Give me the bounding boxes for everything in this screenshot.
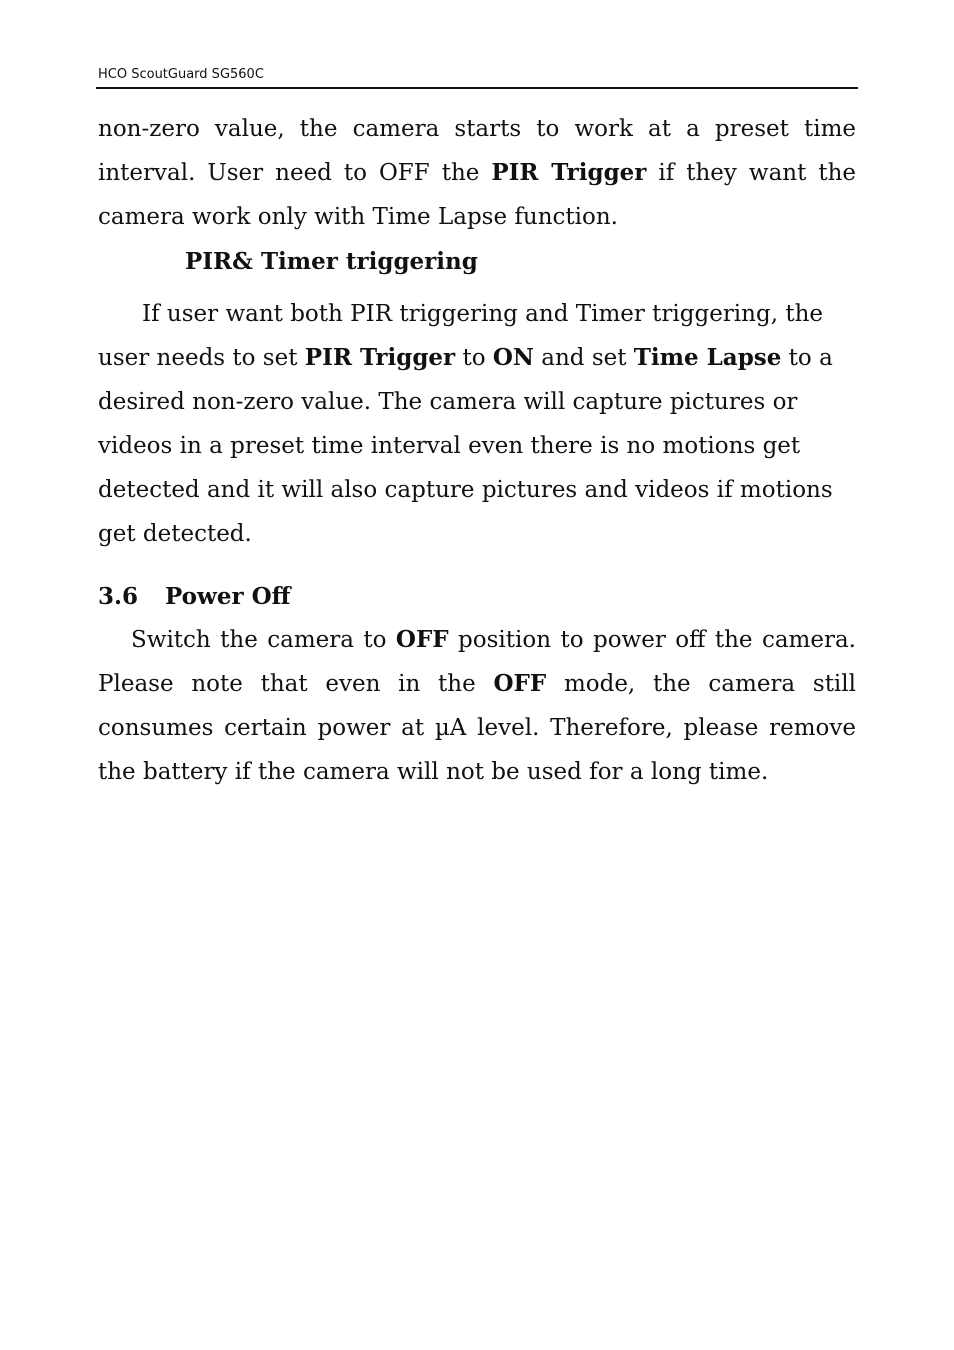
bold-pir-trigger: PIR Trigger [491, 159, 647, 186]
text: if they want the camera work only with Time Lapse function. [98, 160, 856, 230]
text: non-zero value, the camera starts to work at a preset time interval. User need to OFF the [98, 116, 856, 186]
text: position to power off the camera. Please note that even in the [98, 627, 856, 697]
bold-off: OFF [395, 626, 449, 653]
section-number: 3.6 [98, 583, 139, 610]
paragraph-power-off [98, 618, 856, 794]
bold-pir-trigger: PIR Trigger [304, 344, 456, 371]
text: to a desired non-zero value. The camera will capture pictures or videos in a preset time interval even there is no motions get detected and it will also capture pictures and videos if motions get detected. [98, 345, 833, 547]
text: If user want both PIR triggering and Timer triggering, the user needs to set [98, 301, 823, 371]
page-header [96, 66, 858, 89]
header-title: HCO ScoutGuard SG560C [98, 67, 264, 82]
paragraph-pir-timer [98, 292, 856, 556]
section-title: Power Off [165, 583, 291, 610]
subheading-pir-timer: PIR& Timer triggering [185, 248, 478, 275]
text: Switch the camera to [131, 627, 396, 653]
bold-on: ON [492, 344, 534, 371]
bold-time-lapse: Time Lapse [633, 344, 782, 371]
text: to [455, 345, 493, 371]
section-heading-power-off [98, 575, 291, 619]
text: mode, the camera still consumes certain power at µA level. Therefore, please remove the battery if the camera will not be used for a long time. [98, 671, 856, 785]
paragraph-time-lapse-note [98, 107, 856, 239]
text: and set [533, 345, 634, 371]
bold-off: OFF [493, 670, 547, 697]
